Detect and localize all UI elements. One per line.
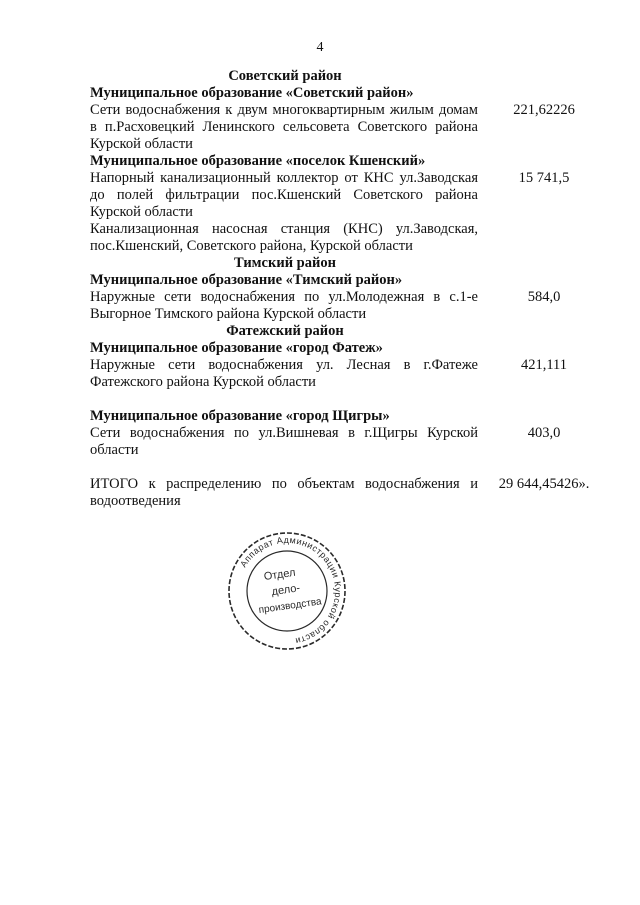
document-body xyxy=(90,68,610,510)
stamp-center-line: дело- xyxy=(270,582,301,599)
object-amount: 403,0 xyxy=(527,425,561,441)
object-amount xyxy=(478,221,610,255)
total-label: ИТОГО к распределению по объектам водоснабжения и водоотведения xyxy=(90,476,478,509)
object-description: Наружные сети водоснабжения по ул.Молодежная в с.1-е Выгорное Тимского района Курской области xyxy=(90,289,478,322)
object-amount: 221,62226 xyxy=(513,102,575,118)
object-row xyxy=(90,425,610,459)
stamp-center-line: Отдел xyxy=(263,566,297,584)
object-description: Канализационная насосная станция (КНС) ул.Заводская, пос.Кшенский, Советского района, Курской области xyxy=(90,221,478,254)
object-row xyxy=(90,357,610,391)
municipality-heading: Муниципальное образование «поселок Кшенский» xyxy=(90,153,426,169)
stamp-ring-text: Аппарат Администрации Курской области xyxy=(238,534,344,647)
municipality-heading: Муниципальное образование «Советский район» xyxy=(90,85,414,101)
object-row xyxy=(90,102,610,153)
object-description: Сети водоснабжения по ул.Вишневая в г.Щигры Курской области xyxy=(90,425,478,458)
object-row xyxy=(90,289,610,323)
municipality-heading: Муниципальное образование «Тимский район» xyxy=(90,272,403,288)
office-stamp xyxy=(226,530,348,652)
stamp-center-line: производства xyxy=(257,596,323,617)
object-amount: 584,0 xyxy=(527,289,561,305)
municipality-heading: Муниципальное образование «город Щигры» xyxy=(90,408,390,424)
object-row xyxy=(90,170,610,221)
municipality-heading: Муниципальное образование «город Фатеж» xyxy=(90,340,383,356)
total-amount: 29 644,45426». xyxy=(498,476,590,492)
total-row xyxy=(90,476,610,510)
district-heading: Тимский район xyxy=(234,255,336,271)
object-amount: 421,111 xyxy=(520,357,568,373)
object-description: Сети водоснабжения к двум многоквартирным жилым домам в п.Расховецкий Ленинского сельсовета Советского района Курской области xyxy=(90,102,478,152)
object-row xyxy=(90,221,610,255)
object-amount: 15 741,5 xyxy=(518,170,570,186)
district-heading: Фатежский район xyxy=(226,323,344,339)
object-description: Наружные сети водоснабжения ул. Лесная в г.Фатеже Фатежского района Курской области xyxy=(90,357,478,390)
page-number: 4 xyxy=(316,40,324,55)
district-heading: Советский район xyxy=(228,68,342,84)
object-description: Напорный канализационный коллектор от КНС ул.Заводская до полей фильтрации пос.Кшенский Советского района Курской области xyxy=(90,170,478,220)
